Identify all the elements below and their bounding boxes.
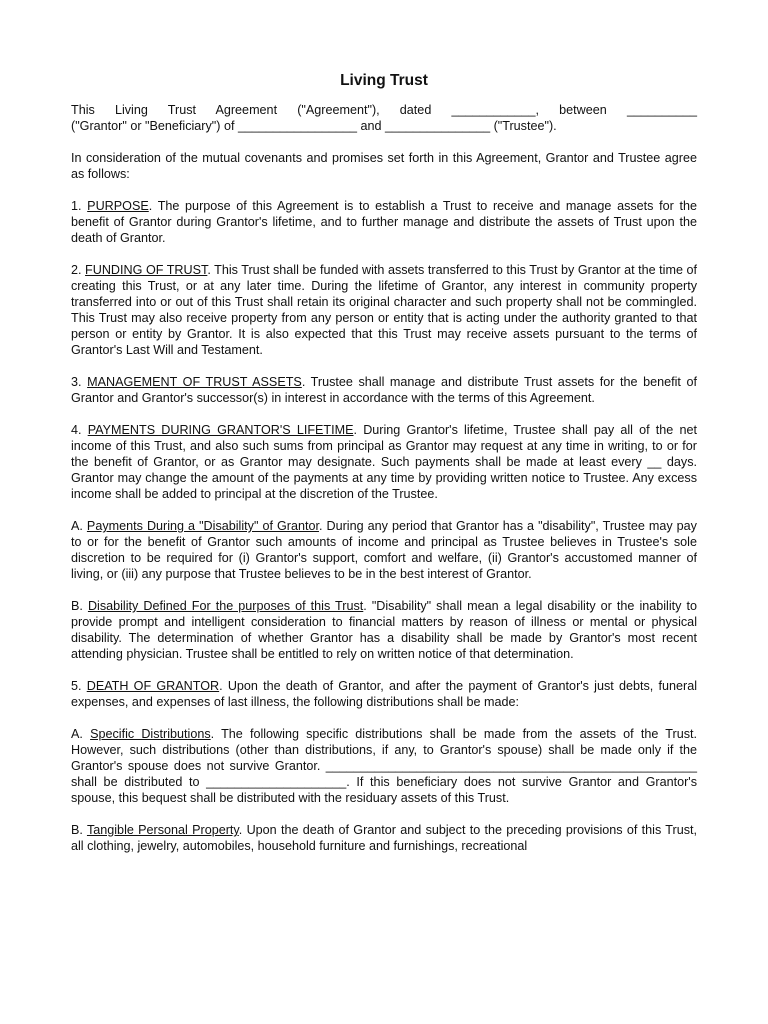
section-text: . This Trust shall be funded with assets transferred to this Trust by Grantor at the time of creating this Trust, or at any later time. During the lifetime of Grantor, any interest in community property transferred into or out of this Trust shall retain its original character and such property shall not be commingled. This Trust may also receive property from any person or entity that is acting under the authority granted to that person or entity by Grantor. It is also expected that this Trust may receive assets pursuant to the terms of Grantor's Last Will and Testament. [71, 263, 697, 357]
subsection-text: . Upon the death of Grantor and subject to the preceding provisions of this Trust, all clothing, jewelry, automobiles, household furniture and furnishings, recreational [71, 823, 698, 853]
section-text: . Trustee shall manage and distribute Trust assets for the benefit of Grantor and Grantor's successor(s) in interest in accordance with the terms of this Agreement. [71, 375, 697, 405]
section-payments-during-lifetime [71, 422, 697, 502]
section-heading: MANAGEMENT OF TRUST ASSETS [87, 375, 302, 389]
subsection-heading: Specific Distributions [90, 727, 211, 741]
section-heading: FUNDING OF TRUST [85, 263, 208, 277]
section-number: 1. [71, 199, 88, 213]
subsection-letter: B. [71, 823, 87, 837]
subsection-letter: A. [71, 519, 87, 533]
section-heading: DEATH OF GRANTOR [86, 679, 220, 693]
subsection-heading: Tangible Personal Property [86, 823, 239, 837]
subsection-text: . The following specific distributions shall be made from the assets of the Trust. However, such distributions (other than distributions, if any, to Grantor's spouse) shall be made only if the Grantor's spouse does not survive Grantor. _____________________________________________________ shall be distributed to ____________________. If this beneficiary does not survive Grantor and Grantor's spouse, this bequest shall be distributed with the residuary assets of this Trust. [71, 727, 697, 805]
document-title: Living Trust [340, 72, 428, 89]
section-funding-of-trust [71, 262, 697, 358]
section-purpose [71, 198, 697, 246]
section-heading: PURPOSE [87, 199, 149, 213]
subsection-payments-during-disability [71, 518, 697, 582]
intro-line-2: ("Grantor" or "Beneficiary") of _________________ and _______________ ("Trustee"). [71, 119, 557, 133]
section-heading: PAYMENTS DURING GRANTOR'S LIFETIME [87, 423, 354, 437]
subsection-letter: B. [71, 599, 88, 613]
section-death-of-grantor [71, 678, 697, 710]
subsection-tangible-personal-property [71, 822, 697, 854]
section-text: . Upon the death of Grantor, and after the payment of Grantor's just debts, funeral expenses, and expenses of last illness, the following distributions shall be made: [71, 679, 697, 709]
subsection-text: . During any period that Grantor has a "disability", Trustee may pay to or for the benefit of Grantor such amounts of income and principal as Trustee believes in Trustee's sole discretion to be required for (i) Grantor's support, comfort and welfare, (ii) Grantor's accustomed manner of living, or (iii) any purpose that Trustee believes to be in the best interest of Grantor. [71, 519, 697, 581]
section-number: 3. [71, 375, 88, 389]
subsection-heading: Payments During a "Disability" of Grantor [86, 519, 319, 533]
subsection-disability-defined [71, 598, 697, 662]
subsection-specific-distributions [71, 726, 697, 806]
intro-paragraph [71, 102, 697, 134]
consideration-paragraph: In consideration of the mutual covenants and promises set forth in this Agreement, Grantor and Trustee agree as follows: [71, 151, 697, 181]
section-text: . The purpose of this Agreement is to establish a Trust to receive and manage assets for the benefit of Grantor during Grantor's lifetime, and to further manage and distribute the assets of Trust upon the death of Grantor. [71, 199, 697, 245]
section-number: 5. [71, 679, 87, 693]
section-management-of-trust-assets [71, 374, 697, 406]
subsection-text: . "Disability" shall mean a legal disability or the inability to provide prompt and intelligent consideration to financial matters by reason of illness or mental or physical disability. The determination of whether Grantor has a disability shall be made by Grantor's most recent attending physician. Trustee shall be entitled to rely on written notice of that determination. [71, 599, 697, 661]
subsection-letter: A. [71, 727, 91, 741]
section-number: 4. [71, 423, 88, 437]
intro-line-1: This Living Trust Agreement ("Agreement"), dated ____________, between __________ [71, 103, 697, 117]
section-text: . During Grantor's lifetime, Trustee shall pay all of the net income of this Trust, and also such sums from principal as Grantor may request at any time in writing, to or for the benefit of Grantor, or as Grantor may designate. Such payments shall be made at least every __ days. Grantor may change the amount of the payments at any time by providing written notice to Trustee. Any excess income shall be added to principal at the discretion of the Trustee. [71, 423, 697, 501]
section-number: 2. [71, 263, 86, 277]
subsection-heading: Disability Defined For the purposes of this Trust [87, 599, 364, 613]
